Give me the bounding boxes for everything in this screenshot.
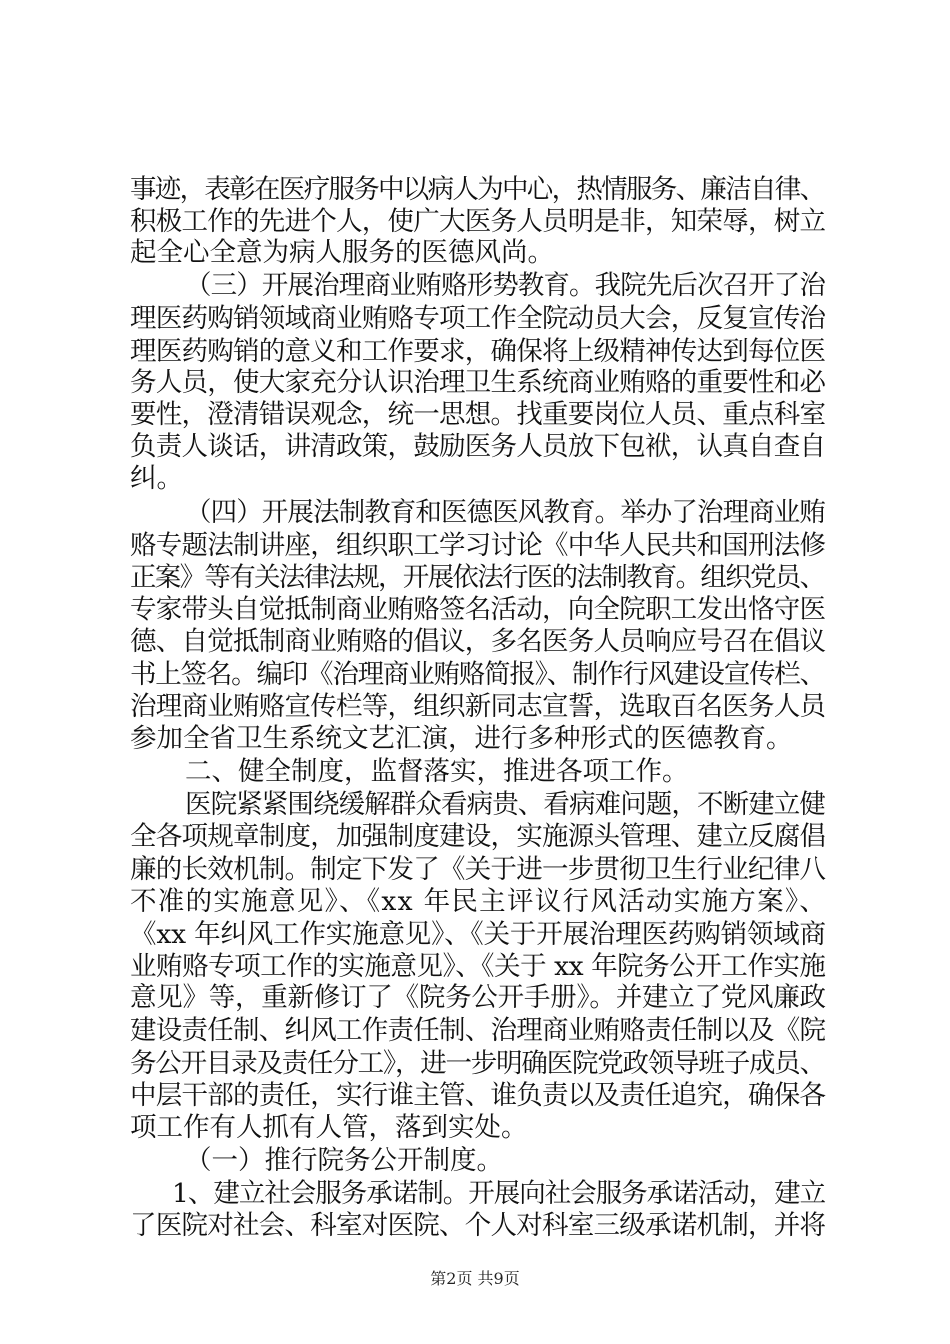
text-line: 全各项规章制度，加强制度建设，实施源头管理、建立反腐倡 [130, 821, 826, 852]
text-line: 业贿赂专项工作的实施意见》、《关于 xx 年院务公开工作实施 [130, 951, 826, 982]
text-line: 正案》等有关法律法规，开展依法行医的法制教育。组织党员、 [130, 562, 825, 593]
text-line: 理医药购销领域商业贿赂专项工作全院动员大会，反复宣传治 [130, 303, 826, 334]
text-line: 要性，澄清错误观念，统一思想。找重要岗位人员、重点科室 [130, 399, 826, 430]
text-line: （三）开展治理商业贿赂形势教育。我院先后次召开了治 [185, 270, 825, 301]
text-line: 事迹，表彰在医疗服务中以病人为中心，热情服务、廉洁自律、 [130, 174, 825, 205]
text-line: 负责人谈话，讲清政策，鼓励医务人员放下包袱，认真自查自 [130, 431, 826, 462]
text-line: 了医院对社会、科室对医院、个人对科室三级承诺机制，并将 [130, 1210, 826, 1241]
section-heading: 二、健全制度，监督落实，推进各项工作。 [185, 756, 689, 787]
text-line: 务公开目录及责任分工》，进一步明确医院党政领导班子成员、 [130, 1048, 825, 1079]
text-line: 参加全省卫生系统文艺汇演，进行多种形式的医德教育。 [130, 723, 793, 754]
text-line: 廉的长效机制。制定下发了《关于进一步贯彻卫生行业纪律八 [130, 854, 826, 885]
text-line: 建设责任制、纠风工作责任制、治理商业贿赂责任制以及《院 [130, 1015, 826, 1046]
text-line: 项工作有人抓有人管，落到实处。 [130, 1112, 528, 1143]
text-line: 起全心全意为病人服务的医德风尚。 [130, 237, 554, 268]
page-footer: 第2页 共9页 [430, 1269, 520, 1288]
text-line: 积极工作的先进个人，使广大医务人员明是非，知荣辱，树立 [130, 206, 826, 237]
text-line: 《xx 年纠风工作实施意见》、《关于开展治理医药购销领域商 [130, 919, 826, 950]
text-line: 书上签名。编印《治理商业贿赂简报》、制作行风建设宣传栏、 [130, 659, 825, 690]
text-line: 治理商业贿赂宣传栏等，组织新同志宣誓，选取百名医务人员 [130, 691, 826, 722]
text-line: 意见》等，重新修订了《院务公开手册》。并建立了党风廉政 [130, 982, 826, 1013]
subsection-heading: （一）推行院务公开制度。 [185, 1145, 503, 1176]
text-line: 不准的实施意见》、《xx 年民主评议行风活动实施方案》、 [130, 886, 828, 917]
text-line: （四）开展法制教育和医德医风教育。举办了治理商业贿 [185, 497, 825, 528]
text-line: 务人员，使大家充分认识治理卫生系统商业贿赂的重要性和必 [130, 367, 826, 398]
text-line: 医院紧紧围绕缓解群众看病贵、看病难问题，不断建立健 [185, 789, 825, 820]
text-line: 专家带头自觉抵制商业贿赂签名活动，向全院职工发出恪守医 [130, 594, 826, 625]
text-line: 赂专题法制讲座，组织职工学习讨论《中华人民共和国刑法修 [130, 530, 826, 561]
text-line: 德、自觉抵制商业贿赂的倡议，多名医务人员响应号召在倡议 [130, 626, 826, 657]
text-line: 纠。 [130, 463, 183, 494]
text-line: 理医药购销的意义和工作要求，确保将上级精神传达到每位医 [130, 336, 826, 367]
text-line: 1、建立社会服务承诺制。开展向社会服务承诺活动，建立 [172, 1178, 826, 1209]
text-line: 中层干部的责任，实行谁主管、谁负责以及责任追究，确保各 [130, 1080, 826, 1111]
